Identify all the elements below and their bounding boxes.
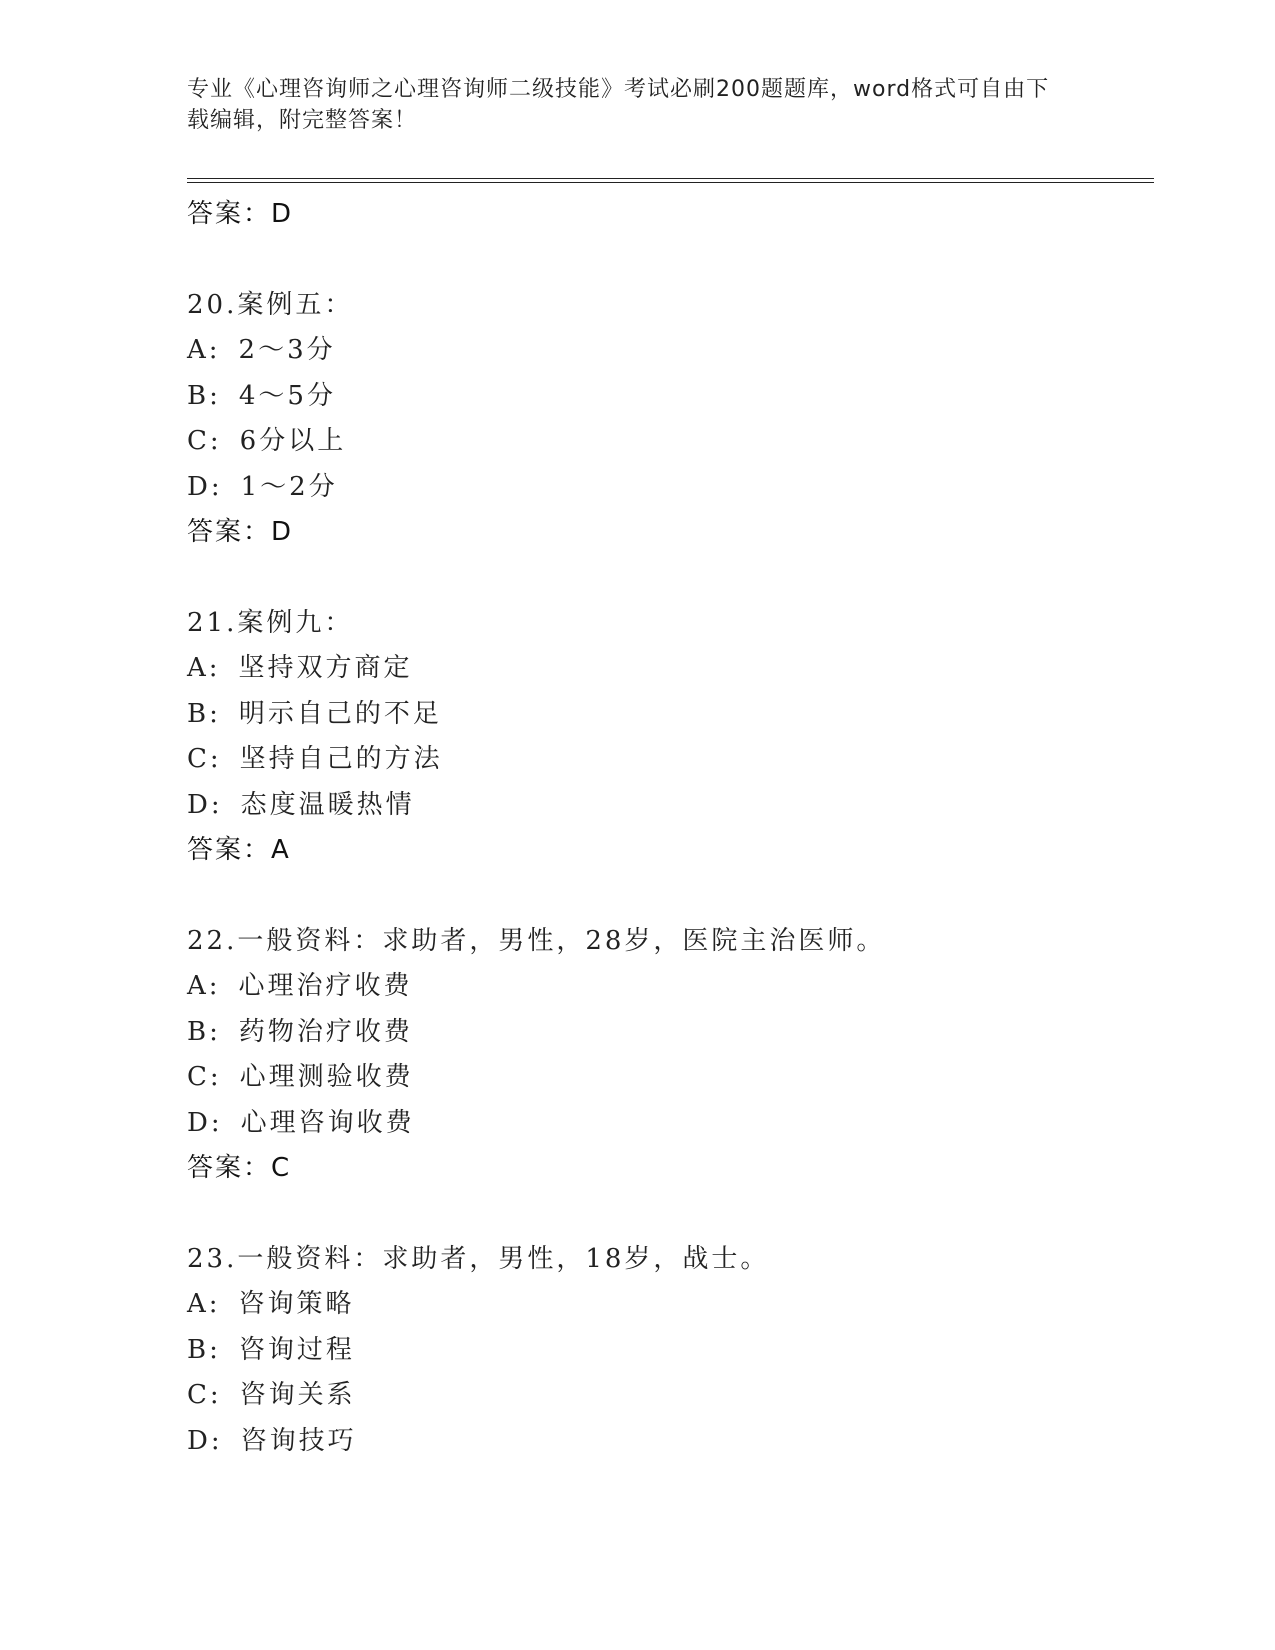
option-d (187, 465, 1147, 511)
option-letter: B: (187, 380, 221, 411)
answer-line: 答案：A (187, 835, 291, 865)
option-letter: B: (187, 1334, 221, 1365)
option-text: 1～2分 (240, 471, 338, 502)
option-a (187, 328, 1147, 374)
answer-line: 答案：D (187, 517, 294, 547)
option-letter: A: (187, 1289, 221, 1319)
spacer (187, 238, 1147, 283)
answer-line: 答案：C (187, 1153, 292, 1183)
option-c (187, 737, 1147, 783)
option-text: 咨询过程 (238, 1334, 355, 1365)
option-text: 心理测验收费 (239, 1062, 414, 1092)
option-letter: C: (187, 1380, 222, 1410)
option-text: 心理咨询收费 (240, 1107, 415, 1138)
document-header: 专业《心理咨询师之心理咨询师二级技能》考试必刷200题题库，word格式可自由下载编辑，附完整答案！ (187, 77, 1050, 133)
option-b (187, 692, 1147, 738)
option-letter: A: (187, 971, 221, 1001)
question-title: 20.案例五： (187, 289, 354, 320)
option-text: 咨询关系 (239, 1380, 356, 1410)
option-text: 咨询策略 (238, 1289, 355, 1319)
option-letter: D: (187, 1107, 223, 1138)
option-text: 6分以上 (239, 426, 347, 456)
option-b (187, 1328, 1147, 1374)
option-letter: C: (187, 744, 222, 774)
option-letter: D: (187, 1425, 223, 1456)
option-text: 咨询技巧 (240, 1425, 357, 1456)
header-divider-top (187, 178, 1154, 179)
option-c (187, 1373, 1147, 1419)
option-letter: A: (187, 335, 221, 365)
option-c (187, 419, 1147, 465)
question-block (187, 919, 1147, 1192)
option-text: 坚持双方商定 (238, 653, 413, 683)
option-letter: B: (187, 1016, 221, 1047)
option-text: 坚持自己的方法 (239, 744, 443, 774)
option-text: 4～5分 (238, 380, 336, 411)
option-text: 心理治疗收费 (238, 971, 413, 1001)
option-letter: C: (187, 1062, 222, 1092)
option-b (187, 1010, 1147, 1056)
option-a (187, 964, 1147, 1010)
option-d (187, 1419, 1147, 1465)
option-text: 药物治疗收费 (238, 1016, 413, 1047)
option-letter: D: (187, 471, 223, 502)
option-a (187, 646, 1147, 692)
spacer (187, 1192, 1147, 1237)
option-letter: D: (187, 789, 223, 820)
option-letter: B: (187, 698, 221, 729)
question-title: 23.一般资料：求助者，男性，18岁，战士。 (187, 1243, 770, 1274)
question-block (187, 601, 1147, 874)
option-letter: A: (187, 653, 221, 683)
question-title: 22.一般资料：求助者，男性，28岁，医院主治医师。 (187, 925, 886, 956)
option-a (187, 1282, 1147, 1328)
option-text: 2～3分 (238, 335, 336, 365)
question-title: 21.案例九： (187, 607, 354, 638)
option-text: 明示自己的不足 (238, 698, 442, 729)
header-divider-bottom (187, 182, 1154, 183)
question-list (187, 192, 1147, 1464)
option-letter: C: (187, 426, 222, 456)
spacer (187, 556, 1147, 601)
option-d (187, 1101, 1147, 1147)
option-text: 态度温暖热情 (240, 789, 415, 820)
answer-line: 答案：D (187, 199, 294, 229)
question-block (187, 1237, 1147, 1465)
option-c (187, 1055, 1147, 1101)
option-b (187, 374, 1147, 420)
question-block (187, 283, 1147, 556)
spacer (187, 874, 1147, 919)
option-d (187, 783, 1147, 829)
